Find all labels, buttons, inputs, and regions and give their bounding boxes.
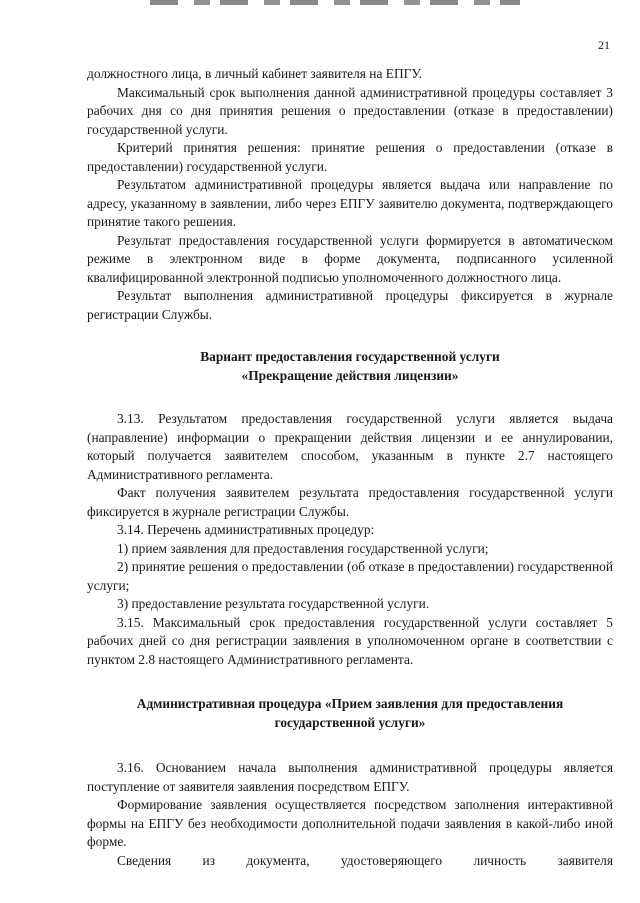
list-item: 3) предоставление результата государственной услуги. [117,596,430,611]
paragraph: Формирование заявления осуществляется посредством заполнения интерактивной формы на ЕПГУ без необходимости дополнительной подачи заявления в какой-либо иной форме. [87,797,613,849]
page-number: 21 [598,38,610,52]
paragraph: Результатом административной процедуры является выдача или направление по адресу, указанному в заявлении, либо через ЕПГУ заявителю документа, подтверждающего принятие такого решения. [87,177,613,229]
paragraph: Сведения из документа, удостоверяющего личность заявителя [117,852,613,868]
heading-line: Административная процедура «Прием заявления для предоставления [136,696,564,711]
paragraph: Факт получения заявителем результата предоставления государственной услуги фиксируется в журнале регистрации Службы. [87,485,613,519]
heading-line: государственной услуги» [274,714,426,730]
scan-artifact-top [150,0,520,5]
paragraph: Результат предоставления государственной услуги формируется в автоматическом режиме в электронном виде в форме документа, подписанного усиленной квалифицированной электронной подписью уполномоченного должностного лица. [87,232,613,285]
section-heading-variant [87,348,613,385]
paragraph: должностного лица, в личный кабинет заявителя на ЕПГУ. [87,66,422,81]
document-body [87,65,613,870]
paragraph: Максимальный срок выполнения данной административной процедуры составляет 3 рабочих дня со дня принятия решения о предоставлении (отказе в предоставлении) государственной услуги. [87,84,613,137]
list-item: 1) прием заявления для предоставления государственной услуги; [117,540,489,556]
paragraph: 3.14. Перечень административных процедур: [117,522,375,537]
section-heading-procedure [87,695,613,732]
paragraph: 3.15. Максимальный срок предоставления государственной услуги составляет 5 рабочих дней со дня регистрации заявления в уполномоченном органе в соответствии с пунктом 2.8 настоящего Административного регламента. [87,614,613,667]
paragraph: 3.13. Результатом предоставления государственной услуги является выдача (направление) информации о прекращении действия лицензии и ее аннулировании, который получается заявителем способом, указанным в пункте 2.7 настоящего Административного регламента. [87,411,613,482]
paragraph: Критерий принятия решения: принятие решения о предоставлении (отказе в предоставлении) государственной услуги. [87,140,613,174]
list-item: 2) принятие решения о предоставлении (об отказе в предоставлении) государственной услуги; [87,559,613,593]
paragraph: Результат выполнения административной процедуры фиксируется в журнале регистрации Службы. [87,288,613,322]
heading-line: Вариант предоставления государственной услуги [200,349,500,364]
heading-line: «Прекращение действия лицензии» [241,367,459,383]
paragraph: 3.16. Основанием начала выполнения административной процедуры является поступление от заявителя заявления посредством ЕПГУ. [87,760,613,794]
